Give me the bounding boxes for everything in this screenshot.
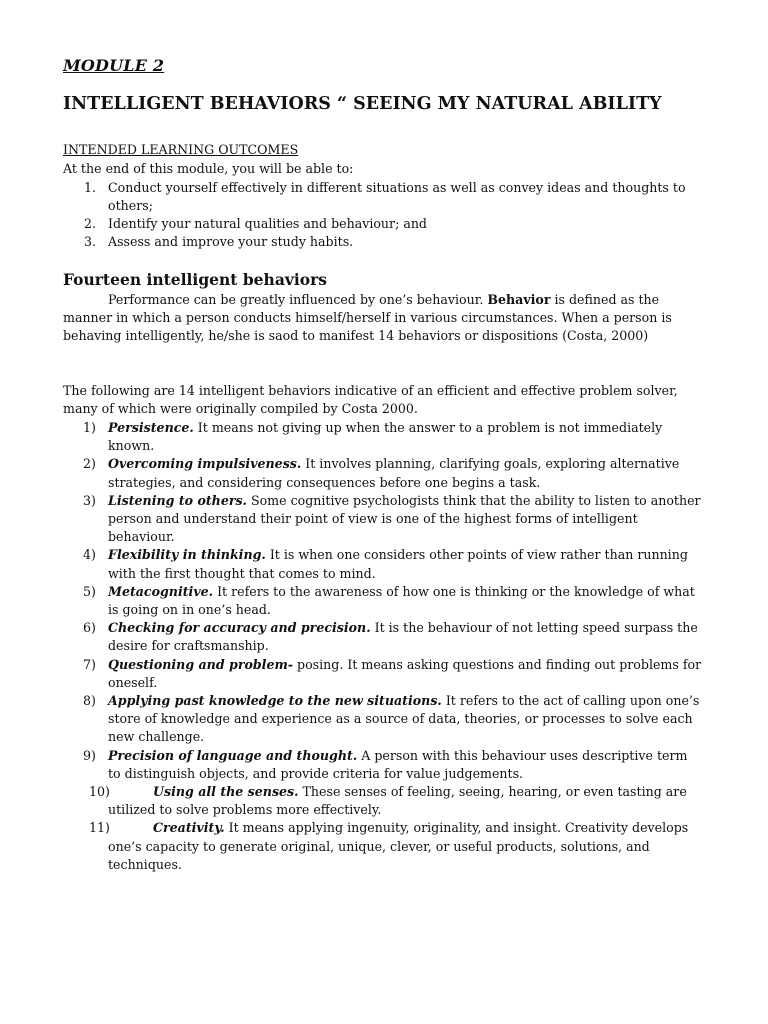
behavior-description: It involves planning, clarifying goals, exploring alternative strategies, and considering consequences before one begins a task. xyxy=(108,456,680,490)
behavior-keyword: Behavior xyxy=(487,292,551,307)
behavior-item xyxy=(63,619,703,655)
outcomes-list xyxy=(63,179,703,251)
behavior-description: It means applying ingenuity, originality, and insight. Creativity develops one’s capacity to generate original, unique, clever, or useful products, solutions, and techniques. xyxy=(108,820,689,872)
behavior-term: Persistence. xyxy=(108,420,194,435)
outcome-text: Conduct yourself effectively in different situations as well as convey ideas and thoughts to others; xyxy=(108,180,686,213)
outcome-number: 2. xyxy=(84,216,97,231)
behavior-number: 2) xyxy=(83,456,96,472)
behavior-item xyxy=(63,583,703,619)
behavior-term: Applying past knowledge to the new situations. xyxy=(108,693,442,709)
behavior-number: 8) xyxy=(83,693,96,709)
behavior-item xyxy=(63,692,703,747)
intro-text-end: is defined as the manner in which a person conducts himself/herself in various circumstances. When a person is behaving intelligently, he/she is saod to manifest 14 behaviors or dispositions (Costa, 2000) xyxy=(63,292,672,343)
behavior-term: Overcoming impulsiveness. xyxy=(108,456,302,472)
behavior-description: It is the behaviour of not letting speed surpass the desire for craftsmanship. xyxy=(108,620,698,654)
behavior-term: Precision of language and thought. xyxy=(108,747,358,763)
behavior-number: 7) xyxy=(83,656,96,672)
list-intro-paragraph: The following are 14 intelligent behaviors indicative of an efficient and effective problem solver, many of which were originally compiled by Costa 2000. xyxy=(63,383,678,416)
behavior-term: Flexibility in thinking. xyxy=(108,547,266,563)
ilo-intro: At the end of this module, you will be able to: xyxy=(63,161,354,176)
behavior-term: Metacognitive. xyxy=(108,583,214,599)
behavior-item xyxy=(63,747,703,783)
outcome-item xyxy=(63,233,703,251)
outcome-text: Assess and improve your study habits. xyxy=(108,234,354,249)
section-heading: Fourteen intelligent behaviors xyxy=(63,270,327,289)
intro-paragraph xyxy=(63,291,703,345)
behavior-item xyxy=(63,656,703,692)
outcome-text: Identify your natural qualities and behaviour; and xyxy=(108,216,427,231)
behavior-description: Some cognitive psychologists think that the ability to listen to another person and understand their point of view is one of the highest forms of intelligent behaviour. xyxy=(108,492,701,545)
behavior-description: It means not giving up when the answer to a problem is not immediately known. xyxy=(108,420,663,454)
behavior-description: It refers to the act of calling upon one’s store of knowledge and experience as a source of data, theories, or processes to solve each new challenge. xyxy=(108,693,700,745)
behavior-number: 11) xyxy=(89,820,110,836)
behaviors-list xyxy=(63,419,703,874)
behavior-number: 3) xyxy=(83,492,96,508)
behavior-description: posing. It means asking questions and finding out problems for oneself. xyxy=(108,656,702,690)
behavior-term: Questioning and problem- xyxy=(108,656,294,672)
behavior-item xyxy=(63,783,703,819)
behavior-number: 5) xyxy=(83,583,96,599)
outcome-number: 3. xyxy=(84,234,97,249)
behavior-term: Checking for accuracy and precision. xyxy=(108,620,371,636)
behavior-term: Creativity. xyxy=(153,820,225,836)
behavior-number: 10) xyxy=(89,784,110,800)
behavior-description: It refers to the awareness of how one is thinking or the knowledge of what is going on in one’s head. xyxy=(108,583,695,618)
behavior-term: Using all the senses. xyxy=(153,784,299,800)
behavior-number: 4) xyxy=(83,547,96,563)
outcome-item xyxy=(63,179,703,215)
behavior-description: It is when one considers other points of view rather than running with the first thought that comes to mind. xyxy=(108,547,688,581)
ilo-heading: INTENDED LEARNING OUTCOMES xyxy=(63,142,299,157)
behavior-item xyxy=(63,419,703,455)
behavior-description: These senses of feeling, seeing, hearing, or even tasting are utilized to solve problems more effectively. xyxy=(108,784,687,818)
behavior-item xyxy=(63,492,703,547)
outcome-number: 1. xyxy=(84,180,97,195)
intro-text-start: Performance can be greatly influenced by one’s behaviour. xyxy=(108,292,488,307)
behavior-item xyxy=(63,455,703,491)
behavior-term: Listening to others. xyxy=(108,492,247,508)
behavior-number: 9) xyxy=(83,747,96,763)
behavior-description: A person with this behaviour uses descriptive term to distinguish objects, and provide criteria for value judgements. xyxy=(108,747,688,781)
module-label: MODULE 2 xyxy=(63,56,165,75)
behavior-item xyxy=(63,546,703,582)
page-title: INTELLIGENT BEHAVIORS “ SEEING MY NATURAL ABILITY xyxy=(63,94,662,114)
behavior-item xyxy=(63,819,703,874)
behavior-number: 1) xyxy=(83,420,96,435)
behavior-number: 6) xyxy=(83,620,96,636)
outcome-item xyxy=(63,215,703,233)
